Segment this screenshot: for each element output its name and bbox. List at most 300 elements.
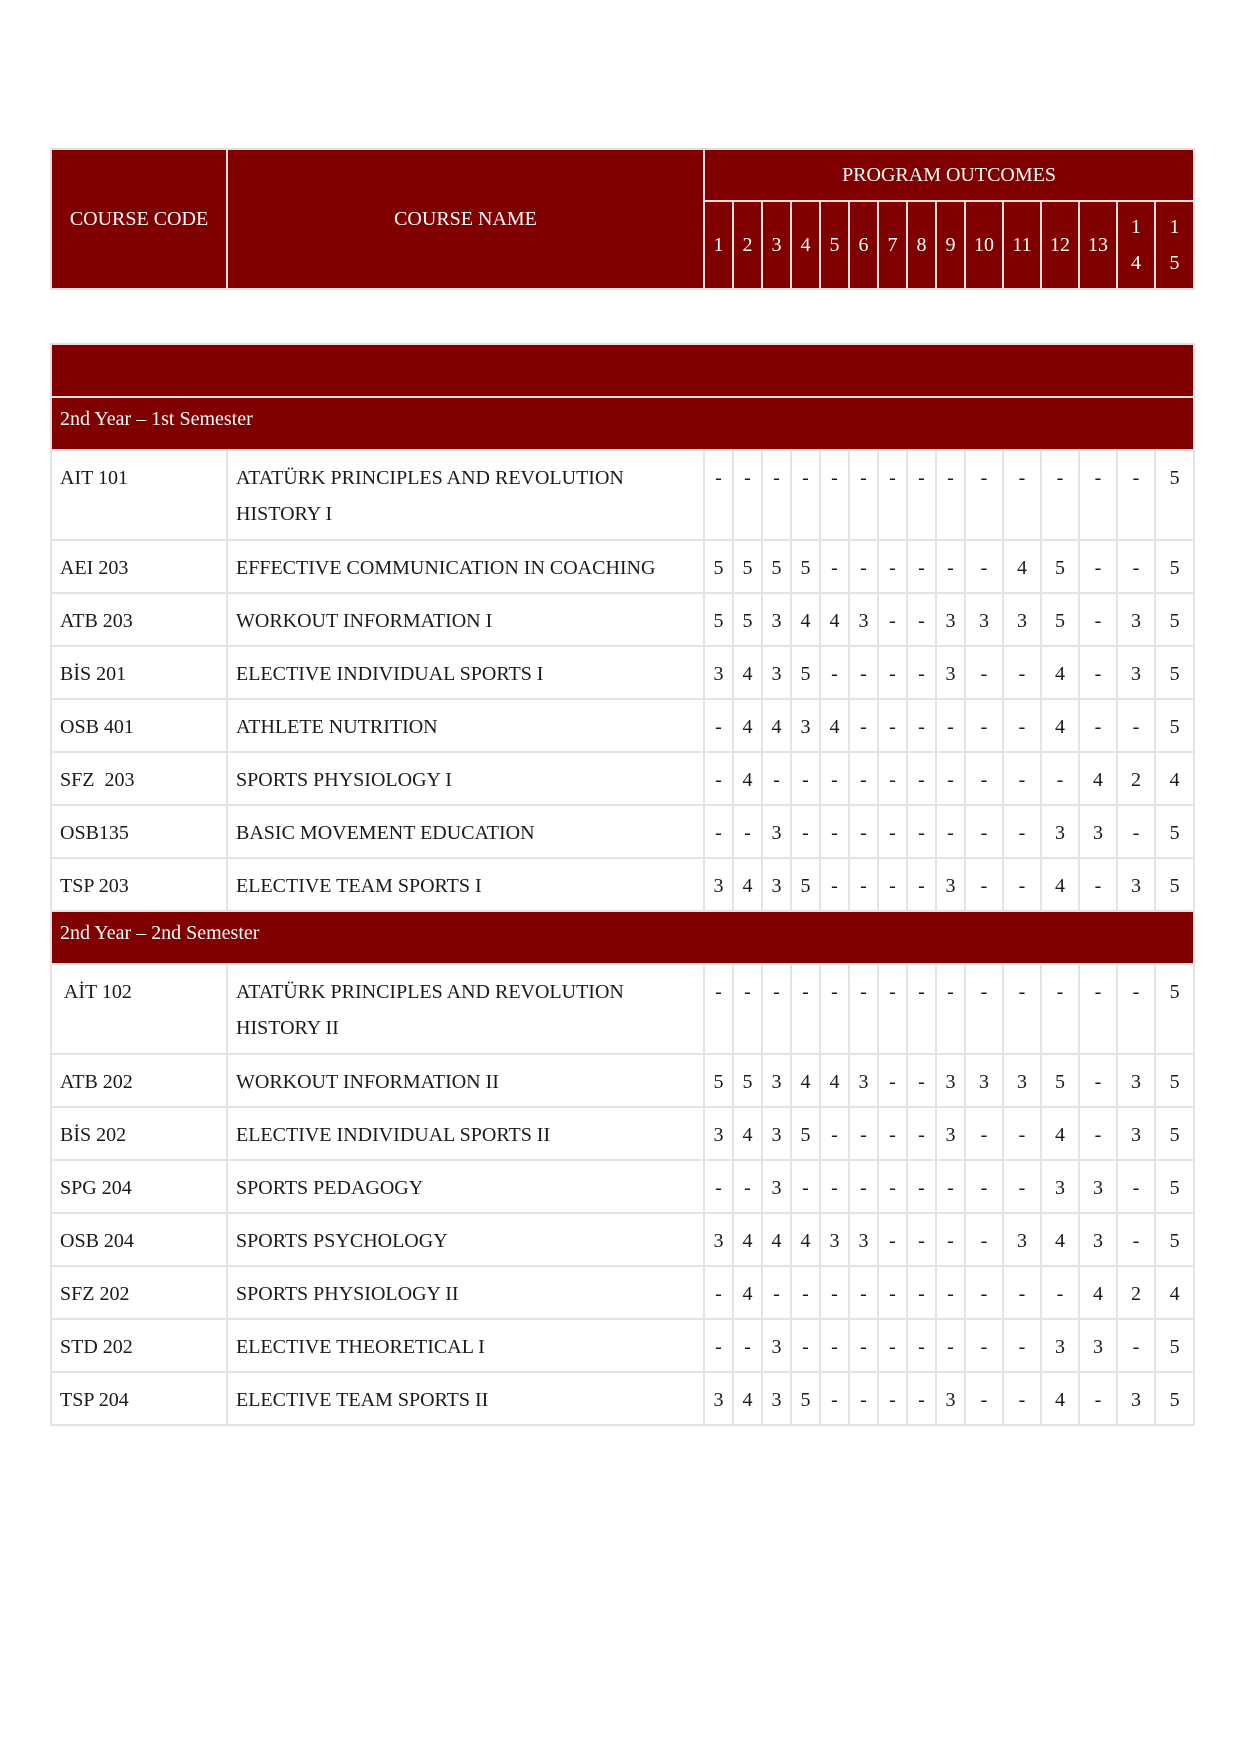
outcome-score: -: [907, 540, 936, 593]
outcome-score: -: [1079, 593, 1117, 646]
outcome-score: -: [820, 805, 849, 858]
outcome-score: 5: [1155, 805, 1194, 858]
table-row: [51, 1054, 1194, 1107]
outcome-score: -: [849, 1266, 878, 1319]
outcome-score: 5: [1155, 858, 1194, 911]
outcome-score: 5: [762, 540, 791, 593]
header-outcome-number-label: 2: [742, 234, 753, 256]
table-row: [51, 858, 1194, 911]
outcome-score: -: [1041, 752, 1079, 805]
header-course-name: COURSE NAME: [227, 149, 704, 289]
outcome-score: 4: [791, 1213, 820, 1266]
header-outcome-number: [733, 201, 762, 289]
outcome-score: -: [878, 752, 907, 805]
outcome-score: 3: [849, 1213, 878, 1266]
outcome-score: -: [733, 964, 762, 1054]
outcome-score: -: [965, 1160, 1003, 1213]
outcome-score: -: [849, 1160, 878, 1213]
header-outcome-number-label: 8: [916, 234, 927, 256]
outcome-score: -: [1003, 1372, 1041, 1425]
outcome-score: -: [1079, 540, 1117, 593]
table-row: [51, 964, 1194, 1054]
outcome-score: -: [704, 1160, 733, 1213]
outcome-score: 3: [1003, 1054, 1041, 1107]
outcome-score: -: [849, 1319, 878, 1372]
outcome-score: -: [1079, 450, 1117, 540]
outcome-score: -: [907, 964, 936, 1054]
outcome-score: -: [733, 1160, 762, 1213]
outcome-score: 2: [1117, 1266, 1155, 1319]
outcome-score: 4: [1041, 699, 1079, 752]
header-outcome-number: [1079, 201, 1117, 289]
header-outcome-number: [907, 201, 936, 289]
course-name: SPORTS PHYSIOLOGY II: [227, 1266, 704, 1319]
outcome-score: -: [733, 805, 762, 858]
header-outcome-number-label: 6: [858, 234, 869, 256]
header-outcome-number: [762, 201, 791, 289]
table-title-band: [51, 344, 1194, 397]
outcome-score: -: [791, 1319, 820, 1372]
course-name: WORKOUT INFORMATION I: [227, 593, 704, 646]
table-row: [51, 1107, 1194, 1160]
outcome-score: 2: [1117, 752, 1155, 805]
header-outcome-number-label: 12: [1050, 234, 1070, 256]
outcome-score: 5: [1155, 699, 1194, 752]
outcome-score: -: [849, 540, 878, 593]
course-code: ATB 202: [51, 1054, 227, 1107]
outcome-score: 4: [1041, 858, 1079, 911]
header-outcome-number-label: 9: [945, 234, 956, 256]
outcome-score: -: [849, 1372, 878, 1425]
outcome-score: -: [907, 805, 936, 858]
outcome-score: 4: [820, 699, 849, 752]
table-row: [51, 1213, 1194, 1266]
outcome-score: -: [878, 593, 907, 646]
header-outcome-number: [1003, 201, 1041, 289]
course-name: SPORTS PHYSIOLOGY I: [227, 752, 704, 805]
outcome-score: -: [878, 450, 907, 540]
outcome-score: 3: [762, 1372, 791, 1425]
outcome-score: -: [965, 540, 1003, 593]
outcome-score: 3: [762, 805, 791, 858]
outcome-score: -: [907, 1107, 936, 1160]
outcome-score: -: [907, 646, 936, 699]
header-program-outcomes: PROGRAM OUTCOMES: [704, 149, 1194, 201]
outcome-score: -: [907, 1054, 936, 1107]
outcome-score: -: [1041, 450, 1079, 540]
outcome-score: -: [965, 1107, 1003, 1160]
outcome-score: -: [1117, 699, 1155, 752]
outcome-score: -: [1079, 1054, 1117, 1107]
outcome-score: 3: [1117, 593, 1155, 646]
outcome-score: -: [733, 1319, 762, 1372]
outcome-score: -: [704, 450, 733, 540]
outcome-score: -: [704, 699, 733, 752]
header-outcome-number: [791, 201, 820, 289]
outcome-score: -: [878, 1054, 907, 1107]
outcome-score: -: [704, 964, 733, 1054]
outcome-score: 4: [820, 593, 849, 646]
outcome-score: 3: [1079, 1319, 1117, 1372]
outcome-score: 3: [704, 1372, 733, 1425]
outcome-score: -: [965, 1213, 1003, 1266]
outcome-score: 4: [1041, 1107, 1079, 1160]
outcome-score: 3: [762, 858, 791, 911]
header-outcome-number-label: 5: [829, 234, 840, 256]
outcome-score: 3: [704, 858, 733, 911]
table-row: [51, 1266, 1194, 1319]
outcome-score: 3: [849, 1054, 878, 1107]
outcome-score: 3: [1003, 1213, 1041, 1266]
outcome-score: -: [878, 646, 907, 699]
outcome-score: -: [878, 964, 907, 1054]
outcome-score: 3: [704, 1213, 733, 1266]
outcome-score: 3: [1117, 1107, 1155, 1160]
outcome-score: 3: [936, 646, 965, 699]
outcome-score: -: [936, 699, 965, 752]
outcome-score: -: [704, 1319, 733, 1372]
outcome-score: -: [820, 752, 849, 805]
outcome-score: 3: [1079, 805, 1117, 858]
outcome-score: 4: [1041, 1213, 1079, 1266]
course-code: BİS 202: [51, 1107, 227, 1160]
semester-header-row: [51, 397, 1194, 450]
outcome-score: 5: [791, 1372, 820, 1425]
outcome-score: -: [820, 1160, 849, 1213]
outcome-score: -: [1003, 1160, 1041, 1213]
table-row: [51, 646, 1194, 699]
outcome-score: -: [878, 1160, 907, 1213]
course-code: SFZ 202: [51, 1266, 227, 1319]
outcome-score: -: [936, 752, 965, 805]
header-outcome-number-label: 15: [1169, 216, 1180, 274]
course-name: BASIC MOVEMENT EDUCATION: [227, 805, 704, 858]
outcome-score: 5: [1155, 1319, 1194, 1372]
outcome-score: 3: [1117, 858, 1155, 911]
outcome-score: 3: [936, 1107, 965, 1160]
outcome-score: -: [820, 1266, 849, 1319]
outcome-score: 3: [791, 699, 820, 752]
outcome-score: 5: [1155, 1160, 1194, 1213]
outcome-score: -: [704, 1266, 733, 1319]
outcome-score: -: [907, 1266, 936, 1319]
outcome-score: -: [820, 1107, 849, 1160]
outcome-score: 4: [733, 1372, 762, 1425]
outcome-score: -: [820, 1319, 849, 1372]
outcome-score: 4: [733, 1107, 762, 1160]
outcome-score: -: [936, 1213, 965, 1266]
outcome-score: 3: [965, 593, 1003, 646]
outcome-score: -: [704, 752, 733, 805]
course-code: SFZ 203: [51, 752, 227, 805]
outcome-score: 5: [1155, 1107, 1194, 1160]
table-row: [51, 1160, 1194, 1213]
outcome-score: 5: [1155, 646, 1194, 699]
outcome-score: 5: [791, 858, 820, 911]
outcome-score: 3: [762, 1054, 791, 1107]
outcome-score: -: [820, 1372, 849, 1425]
outcome-score: 3: [965, 1054, 1003, 1107]
course-name: ATHLETE NUTRITION: [227, 699, 704, 752]
outcome-score: -: [1117, 450, 1155, 540]
outcome-score: 3: [1117, 646, 1155, 699]
outcome-score: -: [1003, 858, 1041, 911]
table-row: [51, 805, 1194, 858]
course-code: SPG 204: [51, 1160, 227, 1213]
outcome-score: -: [907, 1213, 936, 1266]
outcome-score: -: [936, 1266, 965, 1319]
outcome-score: -: [762, 450, 791, 540]
outcome-score: 3: [1041, 1160, 1079, 1213]
outcome-score: 4: [762, 699, 791, 752]
outcome-score: 3: [704, 1107, 733, 1160]
outcome-score: -: [907, 699, 936, 752]
outcome-score: -: [849, 646, 878, 699]
outcome-score: -: [762, 1266, 791, 1319]
outcome-score: -: [791, 450, 820, 540]
outcome-score: -: [907, 752, 936, 805]
outcome-score: -: [907, 1319, 936, 1372]
outcome-score: -: [820, 964, 849, 1054]
course-code: OSB 401: [51, 699, 227, 752]
outcome-score: -: [1003, 1107, 1041, 1160]
outcome-score: -: [878, 1319, 907, 1372]
outcome-score: -: [878, 858, 907, 911]
course-name: ELECTIVE TEAM SPORTS II: [227, 1372, 704, 1425]
outcome-score: 4: [1003, 540, 1041, 593]
header-outcome-number: [936, 201, 965, 289]
outcome-score: -: [733, 450, 762, 540]
outcome-score: -: [791, 805, 820, 858]
outcome-score: 5: [1041, 1054, 1079, 1107]
outcome-score: 5: [791, 1107, 820, 1160]
outcome-score: -: [878, 1213, 907, 1266]
outcome-score: 5: [791, 540, 820, 593]
outcome-score: -: [1117, 964, 1155, 1054]
outcome-score: -: [1117, 1213, 1155, 1266]
outcome-score: -: [878, 1372, 907, 1425]
outcome-score: 5: [1155, 1054, 1194, 1107]
outcome-score: 4: [1155, 752, 1194, 805]
outcome-score: 4: [1155, 1266, 1194, 1319]
outcome-score: -: [878, 1107, 907, 1160]
header-outcome-number-label: 13: [1088, 234, 1108, 256]
course-name: SPORTS PSYCHOLOGY: [227, 1213, 704, 1266]
outcome-score: 5: [733, 1054, 762, 1107]
outcome-score: -: [936, 1160, 965, 1213]
outcome-score: 3: [762, 646, 791, 699]
outcome-score: 5: [704, 1054, 733, 1107]
outcome-score: 3: [1117, 1054, 1155, 1107]
outcome-score: -: [1003, 805, 1041, 858]
outcome-score: 4: [791, 593, 820, 646]
outcome-score: -: [1003, 646, 1041, 699]
outcome-score: 5: [1155, 1372, 1194, 1425]
outcome-score: -: [849, 964, 878, 1054]
course-code: AEI 203: [51, 540, 227, 593]
outcome-score: 5: [1155, 964, 1194, 1054]
table-row: [51, 1372, 1194, 1425]
course-code: TSP 203: [51, 858, 227, 911]
header-outcome-number: [849, 201, 878, 289]
semester-title: 2nd Year – 1st Semester: [51, 397, 1194, 450]
header-outcome-number: [878, 201, 907, 289]
header-table: [50, 148, 1195, 290]
header-outcome-number-label: 1: [713, 234, 724, 256]
outcome-score: -: [849, 450, 878, 540]
course-name: ELECTIVE INDIVIDUAL SPORTS II: [227, 1107, 704, 1160]
outcome-score: -: [1003, 1319, 1041, 1372]
outcome-score: -: [1003, 699, 1041, 752]
outcome-score: 3: [936, 593, 965, 646]
outcome-score: 4: [791, 1054, 820, 1107]
outcome-score: 3: [762, 1319, 791, 1372]
outcome-score: -: [907, 593, 936, 646]
course-code: TSP 204: [51, 1372, 227, 1425]
outcome-score: -: [849, 858, 878, 911]
outcome-score: -: [878, 805, 907, 858]
outcome-score: -: [965, 752, 1003, 805]
table-row: [51, 450, 1194, 540]
outcome-score: 4: [733, 858, 762, 911]
outcome-score: -: [1079, 1372, 1117, 1425]
header-outcome-number: [1155, 201, 1194, 289]
outcome-score: 5: [1155, 450, 1194, 540]
outcome-score: -: [1079, 646, 1117, 699]
outcome-score: -: [1079, 1107, 1117, 1160]
outcome-score: 3: [936, 1054, 965, 1107]
outcome-score: -: [704, 805, 733, 858]
outcome-score: 5: [733, 593, 762, 646]
outcome-score: -: [820, 646, 849, 699]
outcome-score: -: [1117, 1319, 1155, 1372]
outcome-score: -: [1079, 699, 1117, 752]
outcome-score: -: [1003, 964, 1041, 1054]
outcome-score: 5: [1155, 1213, 1194, 1266]
outcome-score: 3: [762, 1160, 791, 1213]
outcome-score: -: [1003, 752, 1041, 805]
table-row: [51, 699, 1194, 752]
course-name: ELECTIVE INDIVIDUAL SPORTS I: [227, 646, 704, 699]
outcome-score: -: [936, 805, 965, 858]
header-outcome-number-label: 3: [771, 234, 782, 256]
outcome-score: 4: [733, 1266, 762, 1319]
outcome-score: 4: [1041, 646, 1079, 699]
course-name: ELECTIVE THEORETICAL I: [227, 1319, 704, 1372]
course-code: OSB135: [51, 805, 227, 858]
outcome-score: 3: [1003, 593, 1041, 646]
outcome-score: -: [965, 858, 1003, 911]
outcome-score: 3: [1041, 805, 1079, 858]
outcome-score: 5: [704, 593, 733, 646]
course-code: AIT 101: [51, 450, 227, 540]
outcome-score: -: [849, 1107, 878, 1160]
outcome-score: -: [965, 1372, 1003, 1425]
header-outcome-number-label: 14: [1131, 216, 1141, 274]
outcome-score: -: [791, 1266, 820, 1319]
outcome-score: -: [965, 699, 1003, 752]
outcome-score: -: [849, 699, 878, 752]
outcome-score: -: [965, 805, 1003, 858]
course-code: BİS 201: [51, 646, 227, 699]
course-code: STD 202: [51, 1319, 227, 1372]
table-row: [51, 752, 1194, 805]
outcome-score: -: [791, 1160, 820, 1213]
table-row: [51, 1319, 1194, 1372]
semester-header-row: [51, 911, 1194, 964]
outcome-score: -: [1003, 450, 1041, 540]
header-outcome-number: [965, 201, 1003, 289]
outcome-score: 5: [733, 540, 762, 593]
outcome-score: 4: [733, 646, 762, 699]
outcome-score: 5: [1041, 593, 1079, 646]
outcome-score: -: [965, 646, 1003, 699]
outcome-score: -: [762, 964, 791, 1054]
outcome-score: 3: [762, 593, 791, 646]
header-outcome-number: [820, 201, 849, 289]
header-outcome-number-label: 11: [1012, 234, 1032, 256]
outcome-score: -: [965, 1266, 1003, 1319]
header-outcome-number-label: 10: [974, 234, 994, 256]
outcome-score: 4: [820, 1054, 849, 1107]
outcome-score: -: [965, 964, 1003, 1054]
outcome-score: -: [1041, 964, 1079, 1054]
outcome-score: -: [936, 964, 965, 1054]
header-outcome-number: [704, 201, 733, 289]
outcome-score: 4: [1079, 1266, 1117, 1319]
outcome-score: -: [762, 752, 791, 805]
outcome-score: -: [820, 540, 849, 593]
outcome-score: 5: [1041, 540, 1079, 593]
outcome-score: 4: [733, 699, 762, 752]
outcome-score: 4: [733, 1213, 762, 1266]
outcome-score: -: [791, 964, 820, 1054]
outcome-score: -: [1117, 540, 1155, 593]
outcome-score: 3: [1079, 1160, 1117, 1213]
outcome-score: 3: [704, 646, 733, 699]
outcome-score: -: [1117, 805, 1155, 858]
outcome-score: 4: [1041, 1372, 1079, 1425]
outcome-score: 3: [849, 593, 878, 646]
outcome-score: -: [907, 1160, 936, 1213]
table-row: [51, 593, 1194, 646]
course-name: SPORTS PEDAGOGY: [227, 1160, 704, 1213]
course-outcome-table: [50, 343, 1195, 1426]
outcome-score: -: [936, 1319, 965, 1372]
outcome-score: 3: [1079, 1213, 1117, 1266]
course-name: EFFECTIVE COMMUNICATION IN COACHING: [227, 540, 704, 593]
outcome-score: 4: [733, 752, 762, 805]
header-outcome-number: [1117, 201, 1155, 289]
outcome-score: -: [820, 450, 849, 540]
outcome-score: -: [1079, 858, 1117, 911]
header-course-code: COURSE CODE: [51, 149, 227, 289]
course-name: WORKOUT INFORMATION II: [227, 1054, 704, 1107]
course-name: ATATÜRK PRINCIPLES AND REVOLUTION HISTORY I: [227, 450, 704, 540]
outcome-score: 3: [936, 858, 965, 911]
outcome-score: 3: [762, 1107, 791, 1160]
outcome-score: -: [1041, 1266, 1079, 1319]
outcome-score: -: [820, 858, 849, 911]
outcome-score: 5: [791, 646, 820, 699]
outcome-score: 5: [704, 540, 733, 593]
course-name: ELECTIVE TEAM SPORTS I: [227, 858, 704, 911]
outcome-score: -: [791, 752, 820, 805]
outcome-score: 5: [1155, 593, 1194, 646]
outcome-score: 4: [1079, 752, 1117, 805]
outcome-score: -: [849, 805, 878, 858]
course-code: ATB 203: [51, 593, 227, 646]
